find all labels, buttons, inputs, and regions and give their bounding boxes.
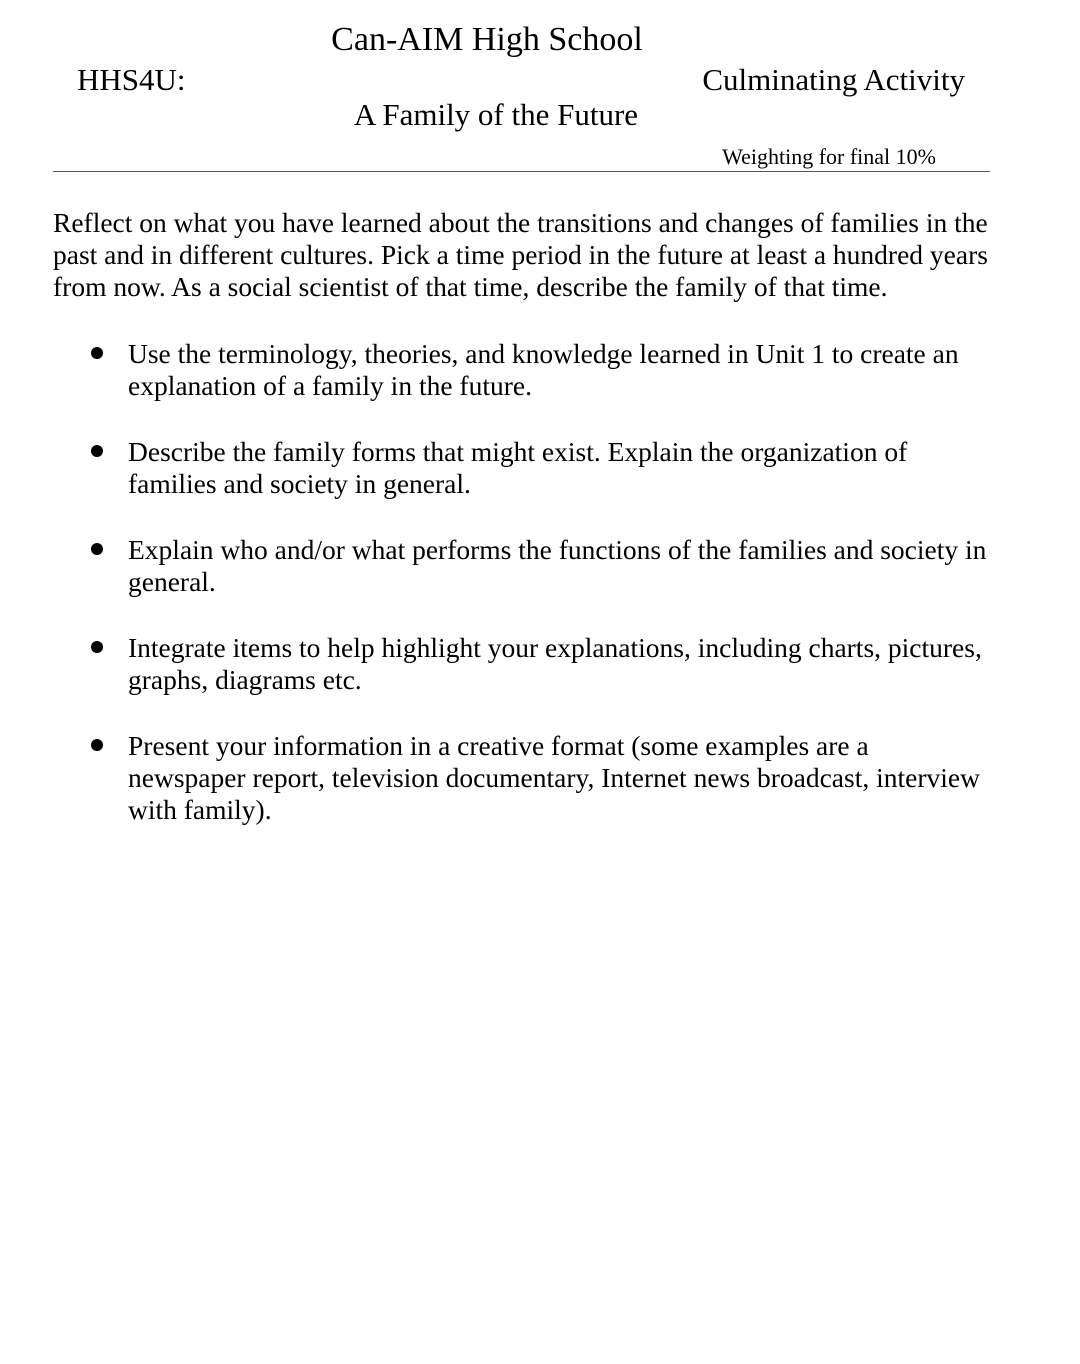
bullet-icon: [91, 347, 103, 359]
task-item: [0, 338, 988, 402]
bullet-icon: [91, 739, 103, 751]
weighting-note: Weighting for final 10%: [722, 144, 936, 169]
task-text: Integrate items to help highlight your explanations, including charts, pictures, graphs, diagrams etc.: [128, 632, 982, 695]
school-name: Can-AIM High School: [331, 21, 643, 58]
activity-type: Culminating Activity: [702, 62, 965, 97]
header-divider: [53, 171, 990, 172]
task-text: Describe the family forms that might exist. Explain the organization of families and society in general.: [128, 436, 908, 499]
task-list: [0, 338, 1080, 860]
task-item: [0, 436, 988, 500]
task-item: [0, 632, 988, 696]
bullet-icon: [91, 641, 103, 653]
assignment-title: A Family of the Future: [353, 97, 639, 132]
task-item: [0, 730, 988, 826]
course-code: HHS4U:: [77, 62, 186, 97]
task-text: Use the terminology, theories, and knowledge learned in Unit 1 to create an explanation of a family in the future.: [128, 338, 959, 401]
bullet-icon: [91, 445, 103, 457]
task-text: Present your information in a creative format (some examples are a newspaper report, television documentary, Internet news broadcast, interview with family).: [128, 730, 980, 825]
bullet-icon: [91, 543, 103, 555]
intro-paragraph: Reflect on what you have learned about the transitions and changes of families in the past and in different cultures. Pick a time period in the future at least a hundred years from now. As a social scientist of that time, describe the family of that time.: [53, 207, 988, 302]
task-text: Explain who and/or what performs the functions of the families and society in general.: [128, 534, 987, 597]
task-item: [0, 534, 988, 598]
